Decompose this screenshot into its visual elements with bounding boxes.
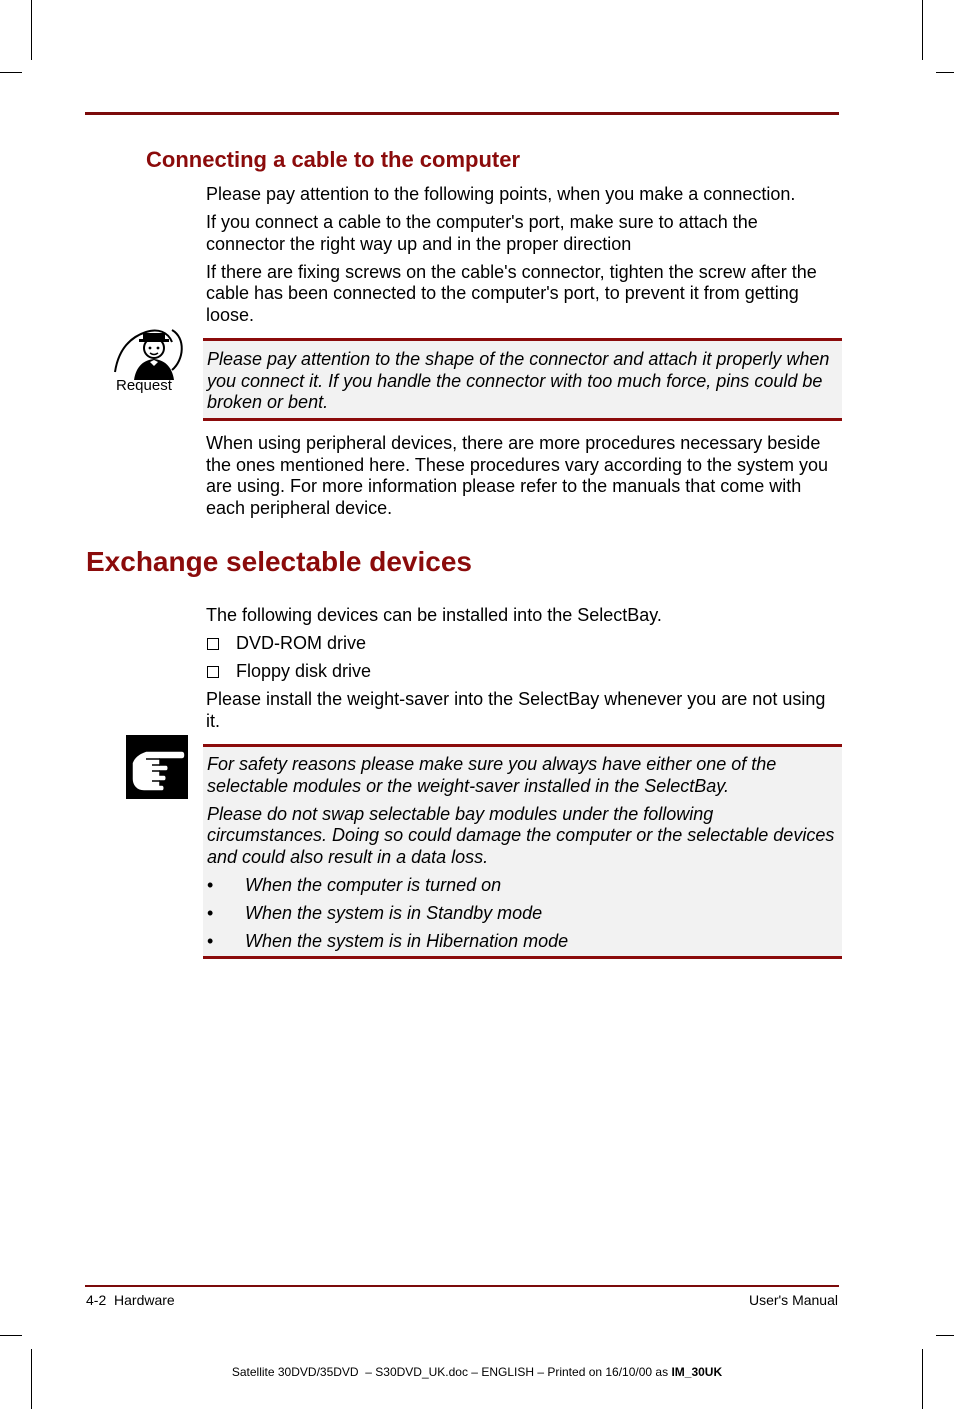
paragraph: The following devices can be installed into the SelectBay. bbox=[206, 605, 662, 625]
exchange-heading: Exchange selectable devices bbox=[86, 546, 472, 577]
note-icon-block bbox=[126, 735, 188, 799]
request-note-box bbox=[203, 338, 842, 421]
device-list-item bbox=[206, 661, 838, 683]
paragraph: Please pay attention to the following points, when you make a connection. bbox=[206, 184, 796, 204]
print-line bbox=[0, 1365, 954, 1379]
note-bullet-text: When the computer is turned on bbox=[245, 874, 502, 895]
closing-paragraph bbox=[206, 433, 838, 526]
crop-mark bbox=[936, 72, 954, 73]
footer-left: 4-2 Hardware bbox=[86, 1292, 175, 1308]
paragraph: If there are fixing screws on the cable's connector, tighten the screw after the cable has been connected to the computer's port, to prevent it from getting loose. bbox=[206, 261, 817, 325]
note-bullet bbox=[207, 903, 838, 925]
paragraph: Please install the weight-saver into the SelectBay whenever you are not using it. bbox=[206, 689, 826, 731]
bullet-icon: • bbox=[207, 902, 214, 923]
print-line-text: Satellite 30DVD/35DVD – S30DVD_UK.doc – ENGLISH – Printed on 16/10/00 as bbox=[231, 1365, 672, 1379]
crop-mark bbox=[0, 1335, 22, 1336]
crop-mark bbox=[922, 0, 923, 60]
footer-right: User's Manual bbox=[748, 1292, 838, 1308]
checkbox-icon bbox=[207, 638, 219, 650]
header-rule bbox=[85, 112, 839, 115]
note-bullet-text: When the system is in Standby mode bbox=[245, 902, 543, 923]
device-list-item bbox=[206, 633, 838, 655]
crop-mark bbox=[936, 1335, 954, 1336]
crop-mark bbox=[922, 1349, 923, 1409]
note-paragraph: Please do not swap selectable bay modules under the following circumstances. Doing so could damage the computer or the selectable devices and could also result in a data loss. bbox=[207, 803, 835, 867]
request-icon-block bbox=[110, 324, 186, 398]
note-paragraph: For safety reasons please make sure you always have either one of the selectable modules or the weight-saver installed in the SelectBay. bbox=[207, 754, 777, 796]
request-person-icon bbox=[110, 324, 186, 380]
note-bullet bbox=[207, 931, 838, 953]
request-note-text: Please pay attention to the shape of the connector and attach it properly when you connect it. If you handle the connector with too much force, pins could be broken or bent. bbox=[207, 349, 830, 412]
section-heading: Connecting a cable to the computer bbox=[146, 147, 521, 172]
print-line-code: IM_30UK bbox=[671, 1365, 723, 1379]
note-bullet-text: When the system is in Hibernation mode bbox=[245, 930, 569, 951]
footer-rule bbox=[85, 1285, 839, 1287]
crop-mark bbox=[31, 0, 32, 60]
crop-mark bbox=[31, 1349, 32, 1409]
note-bullet bbox=[207, 875, 838, 897]
device-label: DVD-ROM drive bbox=[236, 633, 367, 653]
request-icon-label: Request bbox=[116, 377, 172, 394]
device-label: Floppy disk drive bbox=[236, 661, 372, 681]
pointing-hand-icon bbox=[126, 735, 188, 799]
exchange-body bbox=[206, 605, 838, 739]
safety-note-box bbox=[203, 744, 842, 959]
crop-mark bbox=[0, 72, 22, 73]
paragraph: If you connect a cable to the computer's port, make sure to attach the connector the right way up and in the proper direction bbox=[206, 212, 758, 254]
paragraph: When using peripheral devices, there are more procedures necessary beside the ones mentioned here. These procedures vary according to the system you are using. For more information please refer to the manuals that come with each peripheral device. bbox=[206, 433, 829, 518]
checkbox-icon bbox=[207, 666, 219, 678]
bullet-icon: • bbox=[207, 930, 214, 951]
bullet-icon: • bbox=[207, 874, 214, 895]
section-paragraphs bbox=[206, 184, 838, 333]
